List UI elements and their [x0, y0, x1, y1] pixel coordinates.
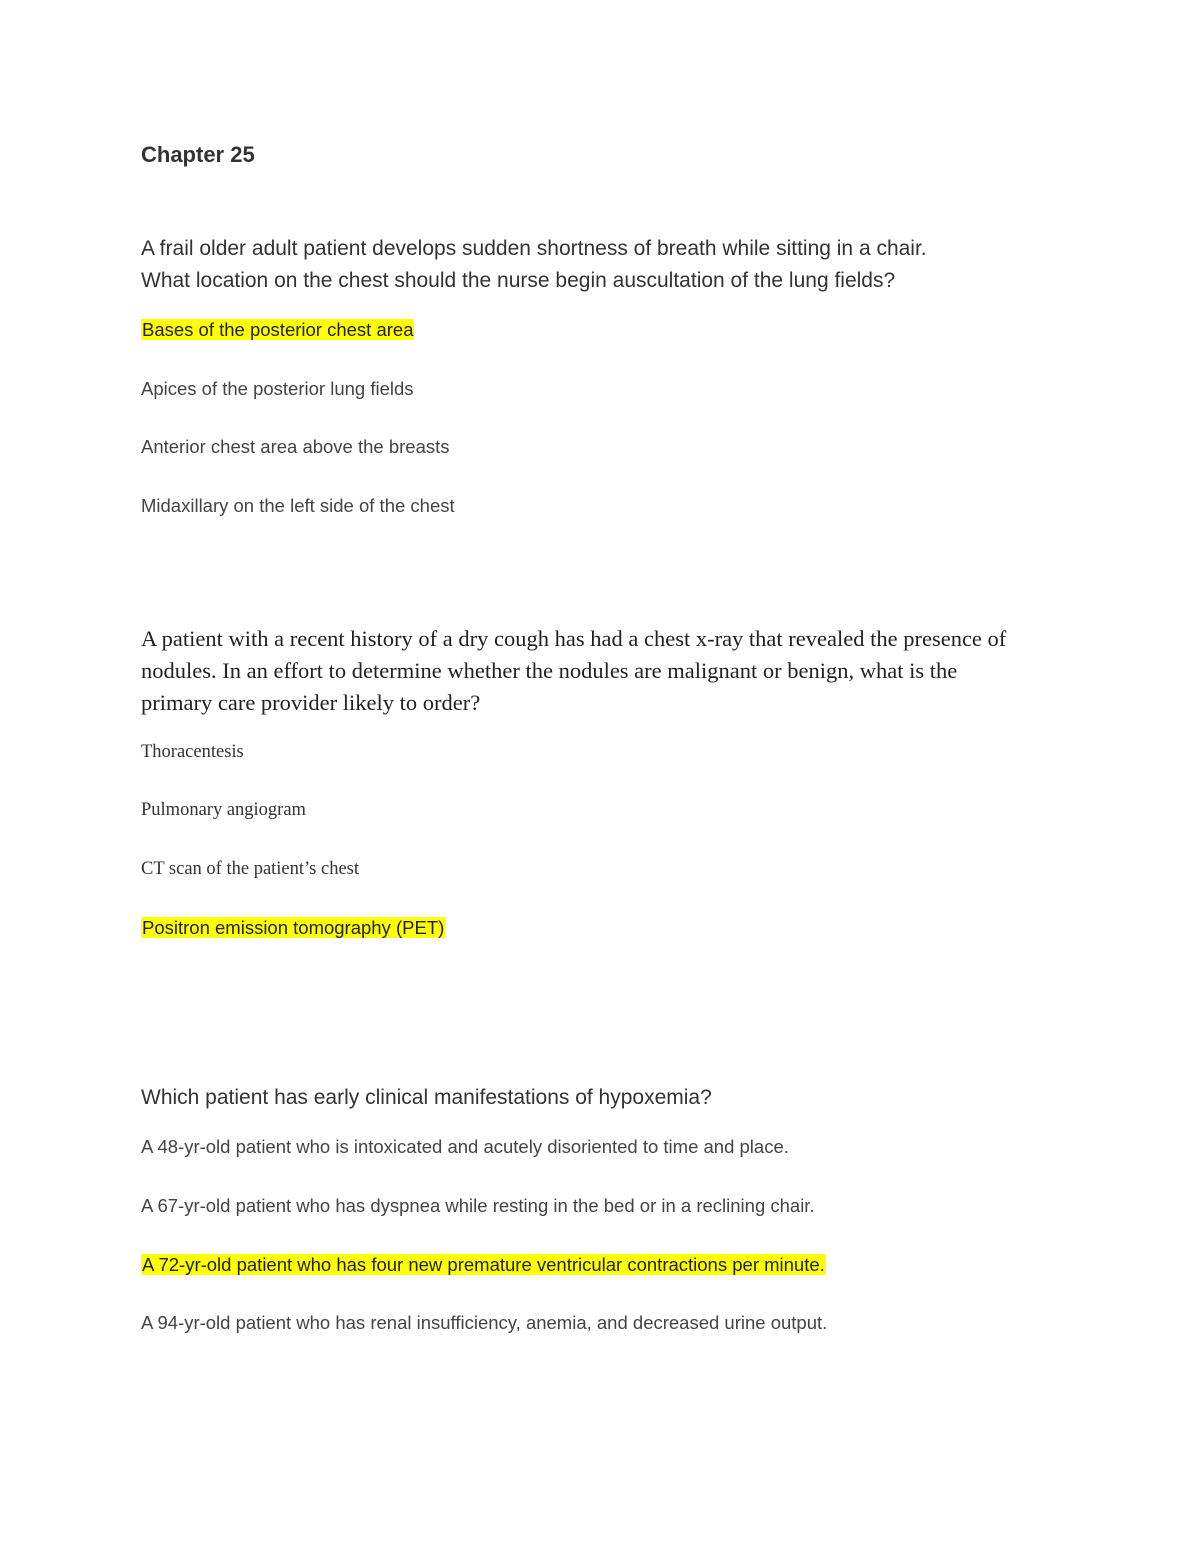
question-1-text [141, 233, 927, 297]
question-2-option-1: Thoracentesis [141, 742, 244, 762]
chapter-title: Chapter 25 [141, 142, 255, 167]
question-2-line-2: nodules. In an effort to determine whether the nodules are malignant or benign, what is the [141, 658, 958, 683]
question-3-option-3 [141, 1253, 826, 1277]
question-2-text [141, 623, 1006, 719]
question-1-line-1: A frail older adult patient develops sudden shortness of breath while sitting in a chair. [141, 237, 927, 260]
question-3-line-1: Which patient has early clinical manifestations of hypoxemia? [141, 1086, 712, 1109]
highlighted-answer: Bases of the posterior chest area [142, 319, 414, 340]
question-2-option-3: CT scan of the patient’s chest [141, 859, 360, 879]
question-3-option-4: A 94-yr-old patient who has renal insufficiency, anemia, and decreased urine output. [141, 1312, 828, 1333]
question-2-option-4 [141, 916, 445, 940]
question-2-line-3: primary care provider likely to order? [141, 690, 481, 715]
question-3-option-1: A 48-yr-old patient who is intoxicated and acutely disoriented to time and place. [141, 1136, 789, 1157]
question-1-option-4: Midaxillary on the left side of the chest [141, 495, 455, 516]
question-1-option-1 [141, 318, 414, 342]
question-1-option-2: Apices of the posterior lung fields [141, 378, 414, 399]
highlighted-answer: Positron emission tomography (PET) [142, 917, 445, 938]
question-2-option-2: Pulmonary angiogram [141, 800, 306, 820]
question-1-option-3: Anterior chest area above the breasts [141, 436, 450, 457]
question-1-line-2: What location on the chest should the nurse begin auscultation of the lung fields? [141, 269, 896, 292]
highlighted-answer: A 72-yr-old patient who has four new premature ventricular contractions per minute. [142, 1254, 825, 1275]
question-3-text [141, 1082, 712, 1114]
question-2-line-1: A patient with a recent history of a dry cough has had a chest x-ray that revealed the presence of [141, 626, 1007, 651]
question-3-option-2: A 67-yr-old patient who has dyspnea while resting in the bed or in a reclining chair. [141, 1195, 815, 1216]
